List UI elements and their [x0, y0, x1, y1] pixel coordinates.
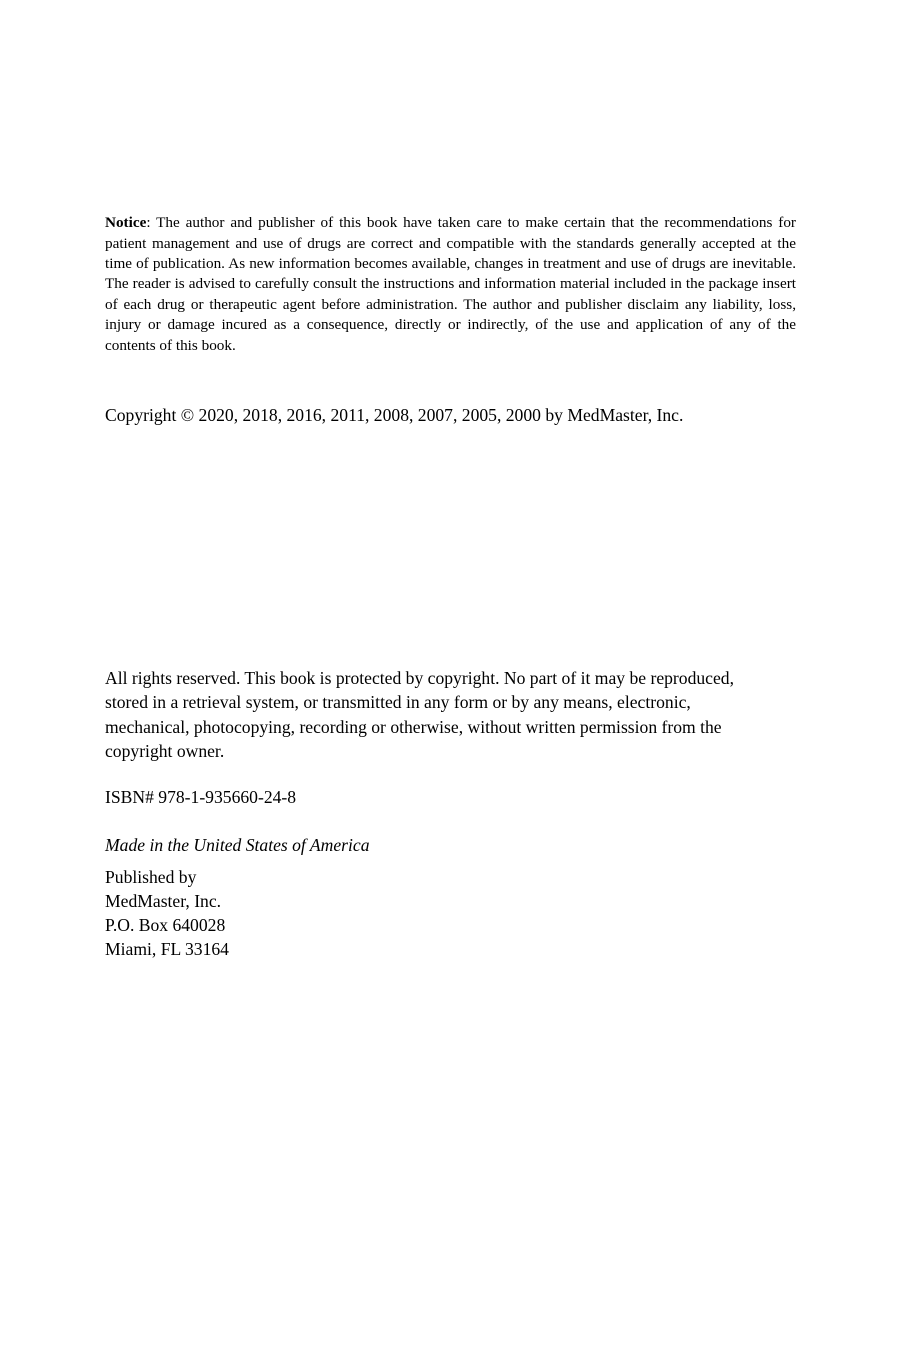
copyright-page — [105, 0, 796, 1351]
made-in-statement: Made in the United States of America — [105, 834, 370, 855]
publisher-line-published-by: Published by — [105, 867, 197, 887]
publisher-line-city-state-zip: Miami, FL 33164 — [105, 939, 229, 959]
publisher-line-po-box: P.O. Box 640028 — [105, 915, 226, 935]
copyright-statement: Copyright © 2020, 2018, 2016, 2011, 2008, 2007, 2005, 2000 by MedMaster, Inc. — [105, 404, 684, 425]
notice-paragraph — [105, 213, 796, 356]
isbn-number: ISBN# 978-1-935660-24-8 — [105, 786, 297, 807]
notice-label: Notice — [105, 214, 147, 232]
publisher-address — [105, 865, 229, 961]
notice-body: : The author and publisher of this book have taken care to make certain that the recommendations for patient management and use of drugs are correct and compatible with the standards generally accepted at the time of publication. As new information becomes available, changes in treatment and use of drugs are inevitable. The reader is advised to carefully consult the instructions and information material included in the package insert of each drug or therapeutic agent before administration. The author and publisher disclaim any liability, loss, injury or damage incured as a consequence, directly or indirectly, of the use and application of any of the contents of this book. — [105, 214, 796, 354]
all-rights-reserved-paragraph: All rights reserved. This book is protected by copyright. No part of it may be reproduced, stored in a retrieval system, or transmitted in any form or by any means, electronic, mechanical, photocopying, recording or otherwise, without written permission from the copyright owner. — [105, 667, 734, 762]
publisher-line-name: MedMaster, Inc. — [105, 891, 222, 911]
